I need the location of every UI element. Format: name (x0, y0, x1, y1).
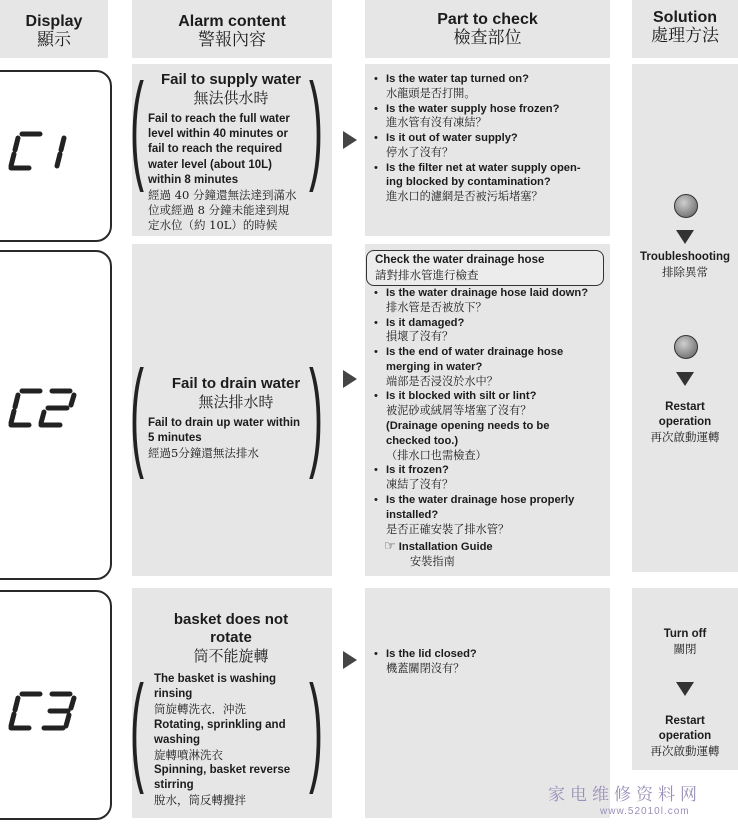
paren-right-3: ) (308, 661, 323, 795)
display-code-c3-text: C3 (8, 690, 10, 691)
paren-left-2: ( (129, 346, 144, 480)
header-solution-zh: 處理方法 (651, 25, 719, 46)
check-item-en: • Is the water drainage hose properly (386, 493, 575, 506)
header-solution-en: Solution (653, 9, 717, 26)
solution-restart-en1: Restart (665, 401, 705, 413)
display-code-c1-text: C1 (8, 130, 10, 131)
check-item-zh: 被泥砂或絨屑等堵塞了沒有？ (386, 404, 532, 418)
row3-alarm-line: The basket is washing (154, 673, 277, 685)
check-item-zh: 水龍頭是否打開。 (386, 86, 476, 100)
watermark: 家电维修资料网 (548, 785, 702, 805)
row1-alarm-body (148, 112, 316, 233)
check-item-extra-en: checked too.) (386, 434, 459, 447)
check-item (374, 131, 604, 161)
check-item-en: merging in water? (386, 360, 483, 373)
header-alarm (132, 13, 332, 49)
paren-left-3: ( (129, 661, 144, 795)
check-item-en: • Is the lid closed? (386, 648, 477, 660)
row3-alarm-line: Spinning, basket reverse (154, 764, 291, 777)
header-check-zh: 檢查部位 (453, 27, 522, 48)
check-item-en: • Is it out of water supply? (386, 132, 518, 145)
row3-alarm-title (136, 611, 326, 665)
solution-restart-c3-en1: Restart (665, 715, 705, 727)
check-item (374, 389, 606, 463)
check-item-en: • Is it damaged? (386, 316, 465, 329)
display-code-c3 (8, 690, 88, 732)
check-item (374, 72, 604, 102)
row3-alarm-line: 脫水，筒反轉攪拌 (154, 793, 246, 808)
header-display (0, 13, 108, 49)
check-item-en: • Is it frozen? (386, 464, 449, 477)
check-item-zh: 進水管有沒有凍結？ (386, 116, 487, 130)
row1-alarm-line: 經過 40 分鐘還無法達到滿水 (148, 187, 297, 202)
check-item-en: • Is the filter net at water supply open- (386, 161, 581, 174)
row3-alarm-line: stirring (154, 779, 194, 792)
header-check (365, 11, 610, 47)
row1-alarm-line: fail to reach the required (148, 143, 283, 156)
check-item-en: • Is the end of water drainage hose (386, 346, 564, 359)
row1-checks (374, 72, 604, 205)
arrow-down-icon (676, 372, 694, 386)
check-item-en: • Is it blocked with silt or lint? (386, 390, 537, 403)
row3-alarm-line: Rotating, sprinkling and (154, 718, 286, 731)
row1-alarm-line: Fail to reach the full water (148, 113, 290, 125)
row3-alarm-line: 旋轉噴淋洗衣 (154, 747, 223, 762)
check-item-zh: 排水管是否被放下？ (386, 300, 487, 314)
check-item (374, 316, 606, 346)
check-item-zh: 損壞了沒有？ (386, 330, 454, 344)
installation-guide-zh: 安裝指南 (410, 555, 455, 569)
arrow-right-icon (343, 370, 357, 388)
row1-alarm-title (136, 71, 326, 107)
check-item (374, 286, 606, 316)
start-button-icon (674, 194, 698, 218)
solution-troubleshooting (632, 250, 738, 280)
check-item-en: • Is the water tap turned on? (386, 73, 529, 85)
start-button-icon (674, 335, 698, 359)
installation-guide-en: Installation Guide (398, 541, 493, 554)
check-item-zh: 凍結了沒有？ (386, 478, 454, 492)
display-code-c1 (8, 130, 88, 172)
check-item-extra-en: (Drainage opening needs to be (386, 420, 550, 433)
check-drainage-note (366, 250, 604, 286)
solution-troubleshooting-zh: 排除異常 (662, 264, 708, 279)
row2-alarm-line: Fail to drain up water within (148, 417, 301, 429)
row2-alarm-title-en: Fail to drain water (171, 375, 301, 392)
row1-alarm-line: within 8 minutes (148, 173, 239, 186)
paren-left-1: ( (129, 59, 144, 193)
check-item (374, 463, 606, 493)
solution-turnoff-en: Turn off (663, 628, 707, 640)
check-item-en: ing blocked by contamination? (386, 176, 551, 189)
row2-alarm-title (136, 375, 336, 411)
solution-restart-zh: 再次啟動運轉 (650, 429, 720, 444)
installation-guide-ref[interactable] (374, 537, 606, 570)
header-alarm-zh: 警報內容 (198, 29, 266, 50)
display-code-c2 (8, 387, 88, 429)
row1-alarm-line: 位或經過 8 分鐘未能達到規 (148, 203, 290, 218)
row3-alarm-body (154, 672, 319, 809)
row3-alarm-title-zh: 筒不能旋轉 (193, 647, 269, 665)
row3-checks (374, 647, 604, 677)
solution-troubleshooting-en: Troubleshooting (639, 251, 731, 263)
check-item-en: • Is the water drainage hose laid down? (386, 287, 589, 299)
solution-restart (632, 400, 738, 445)
row2-alarm-title-zh: 無法排水時 (198, 393, 274, 411)
check-item (374, 647, 604, 677)
solution-turnoff-zh: 關閉 (673, 641, 697, 656)
header-display-zh: 顯示 (37, 29, 71, 50)
check-item-zh: 端部是否浸沒於水中？ (386, 374, 498, 388)
row2-alarm-line: 5 minutes (148, 432, 202, 445)
row2-alarm-line: 經過5分鐘還無法排水 (148, 446, 259, 461)
header-solution (632, 9, 738, 45)
arrow-down-icon (676, 230, 694, 244)
header-display-en: Display (25, 13, 83, 30)
check-item-zh: 機蓋關閉沒有？ (386, 661, 465, 675)
check-item-en: • Is the water supply hose frozen? (386, 102, 560, 115)
row3-alarm-title-en2: rotate (210, 629, 252, 646)
check-item (374, 493, 606, 537)
row1-alarm-line: 定水位（約 10L）的時候 (148, 218, 278, 233)
solution-restart-c3 (632, 714, 738, 759)
pointing-hand-icon: ☞ (384, 538, 396, 554)
header-alarm-en: Alarm content (178, 13, 286, 30)
row3-alarm-line: rinsing (154, 688, 193, 701)
row2-alarm-body (148, 416, 318, 462)
arrow-right-icon (343, 651, 357, 669)
check-item-zh: 是否正確安裝了排水管？ (386, 522, 510, 536)
row2-checks (374, 286, 606, 570)
row3-alarm-title-en1: basket does not (173, 611, 289, 628)
check-item-zh: 進水口的濾網是否被污垢堵塞？ (386, 190, 543, 204)
check-item-en: installed? (386, 508, 439, 521)
solution-col1-bg (632, 64, 738, 572)
display-code-c2-text: C2 (8, 387, 10, 388)
header-check-en: Part to check (437, 11, 538, 28)
check-item (374, 161, 604, 205)
row3-alarm-line: 筒旋轉洗衣．沖洗 (154, 702, 246, 717)
row1-alarm-line: level within 40 minutes or (148, 128, 288, 141)
solution-restart-c3-zh: 再次啟動運轉 (650, 743, 720, 758)
watermark-url: www.52010l.com (600, 806, 690, 817)
row1-alarm-title-zh: 無法供水時 (193, 89, 269, 107)
solution-restart-en2: operation (658, 415, 712, 428)
arrow-down-icon (676, 682, 694, 696)
row1-alarm-line: water level (about 10L) (148, 158, 272, 171)
solution-turnoff (632, 627, 738, 657)
row1-alarm-title-en: Fail to supply water (160, 71, 302, 88)
check-item-extra-zh: （排水口也需檢查） (386, 448, 487, 462)
row3-alarm-line: washing (154, 733, 201, 746)
solution-restart-c3-en2: operation (658, 729, 712, 742)
check-item (374, 102, 604, 132)
check-drainage-note-en: Check the water drainage hose (375, 254, 545, 266)
arrow-right-icon (343, 131, 357, 149)
check-drainage-note-zh: 請對排水管進行檢查 (375, 267, 479, 282)
check-item-zh: 停水了沒有？ (386, 145, 454, 159)
check-item (374, 345, 606, 389)
paren-right-2: ) (308, 346, 323, 480)
paren-right-1: ) (308, 59, 323, 193)
